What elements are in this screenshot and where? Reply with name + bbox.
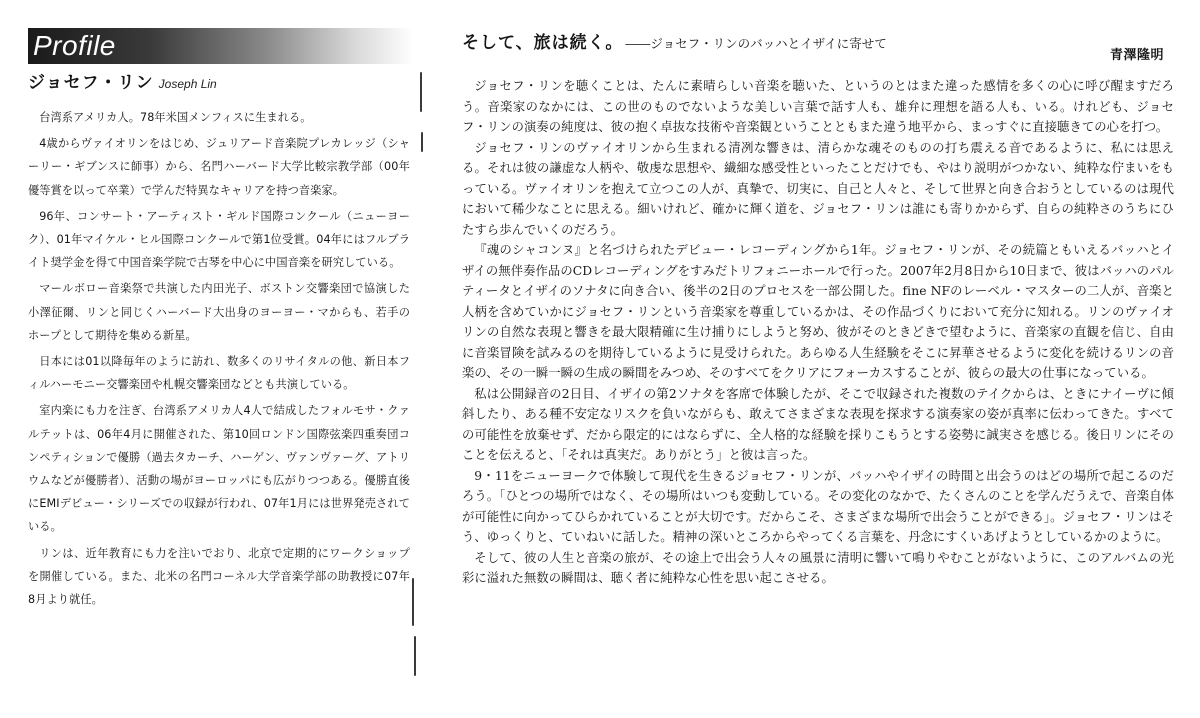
essay-section <box>462 28 1174 589</box>
profile-banner <box>28 28 413 64</box>
profile-paragraph: 日本には01以降毎年のように訪れ、数多くのリサイタルの他、新日本フィルハーモニー交響楽団や札幌交響楽団などとも共演している。 <box>28 355 410 392</box>
profile-paragraph: 4歳からヴァイオリンをはじめ、ジュリアード音楽院プレカレッジ（シャーリー・ギブンスに師事）から、名門ハーバード大学比較宗教学部（00年優等賞を以って卒業）で学んだ特異なキャリアを持つ音楽家。 <box>28 137 410 197</box>
profile-paragraph: 台湾系アメリカ人。78年米国メンフィスに生まれる。 <box>39 111 312 124</box>
essay-author: 青澤隆明 <box>1109 48 1164 63</box>
binding-mark <box>421 132 423 152</box>
profile-paragraph: 96年、コンサート・アーティスト・ギルド国際コンクール（ニューヨーク）、01年マイケル・ヒル国際コンクールで第1位受賞。04年にはフルブライト奨学金を得て中国音楽学院で古琴を中心に中国音楽を研究している。 <box>28 209 410 270</box>
essay-title: そして、旅は続く。 <box>462 33 624 53</box>
essay-paragraph: そして、彼の人生と音楽の旅が、その途上で出会う人々の風景に清明に響いて鳴りやむことがないように、このアルバムの光彩に溢れた無数の瞬間は、聴く者に純粋な心性を思い起こさせる。 <box>462 550 1174 585</box>
binding-mark <box>412 578 414 626</box>
artist-name <box>28 68 410 92</box>
profile-heading: Profile <box>33 30 116 61</box>
essay-body <box>462 76 1174 589</box>
essay-paragraph: 私は公開録音の2日目、イザイの第2ソナタを客席で体験したが、そこで収録された複数のテイクからは、ときにナイーヴに傾斜したり、ある種不安定なリスクを負いながらも、敢えてさまざまな表現を探求する演奏家の姿が真率に伝わってきた。すべての可能性を放棄せず、だから限定的にはならずに、全人格的な経験を採りこもうとする姿勢に誠実さを感じる。後日リンにそのことを伝えると、「それは真実だ。ありがとう」と彼は言った。 <box>462 386 1174 462</box>
essay-paragraph: ジョセフ・リンのヴァイオリンから生まれる清冽な響きは、清らかな魂そのものの打ち震える音であるように、私には思える。それは彼の謙虚な人柄や、敬虔な思想や、繊細な感受性といったことだけでも、やはり説明がつかない、純粋な佇まいをもっている。ヴァイオリンを抱えて立つこの人が、真摯で、切実に、自己と人々と、そして世界と向き合おうとしているのは現代において稀少なことに思える。細いけれど、確かに輝く道を、ジョセフ・リンは誰にも寄りかからず、自らの純粋さのうちにひたすら歩んでいくのだろう。 <box>462 140 1174 237</box>
profile-paragraph: 室内楽にも力を注ぎ、台湾系アメリカ人4人で結成したフォルモサ・クァルテットは、06年4月に開催された、第10回ロンドン国際弦楽四重奏団コンペティションで優勝（過去タカーチ、ハーゲン、ヴァンヴァーグ、アトリウムなどが優勝者）、活動の場がヨーロッパにも広がりつつある。優勝直後にEMIデビュー・シリーズでの収録が行われ、07年1月には世界発売されている。 <box>28 404 410 534</box>
profile-body <box>28 106 410 611</box>
artist-name-english: Joseph Lin <box>158 77 217 91</box>
artist-name-japanese: ジョセフ・リン <box>28 73 154 93</box>
binding-mark <box>420 72 422 112</box>
profile-section <box>28 28 410 614</box>
binding-mark <box>414 636 416 676</box>
profile-paragraph: リンは、近年教育にも力を注いでおり、北京で定期的にワークショップを開催している。また、北米の名門コーネル大学音楽学部の助教授に07年8月より就任。 <box>28 546 410 607</box>
essay-header <box>462 28 1174 63</box>
essay-paragraph: 9・11をニューヨークで体験して現代を生きるジョセフ・リンが、バッハやイザイの時間と出会うのはどの場所で起こるのだろう。「ひとつの場所ではなく、その場所はいつも変動している。その変化のなかで、たくさんのことを学んだうえで、音楽自体が可能性に向かってひらかれていることが大切です。だからこそ、さまざまな場所で出会うことができる」。ジョセフ・リンはそう、ゆっくりと、ていねいに話した。精神の深いところからやってくる言葉を、丹念にすくいあげようとしているかのように。 <box>462 468 1174 544</box>
essay-paragraph: ジョセフ・リンを聴くことは、たんに素晴らしい音楽を聴いた、というのとはまた違った感情を多くの心に呼び醒ますだろう。音楽家のなかには、この世のものでないような美しい言葉で話す人も、雄弁に理想を語る人も、いる。けれども、ジョセフ・リンの演奏の純度は、彼の抱く卓抜な技術や音楽観ということともまた違う地平から、まっすぐに直接聴きての心を打つ。 <box>462 79 1174 134</box>
essay-subtitle: ――ジョセフ・リンのバッハとイザイに寄せて <box>625 36 887 51</box>
essay-paragraph: 『魂のシャコンヌ』と名づけられたデビュー・レコーディングから1年。ジョセフ・リンが、その続篇ともいえるバッハとイザイの無伴奏作品のCDレコーディングをすみだトリフォニーホールで行った。2007年2月8日から10日まで、彼はバッハのパルティータとイザイのソナタに向き合い、後半の2日のプロセスを一部公開した。fine NFのレーベル・マスターの二人が、音楽と人柄を含めていかにジョセフ・リンという音楽家を尊重しているかは、その作品づくりにおいて充分に知れる。リンのヴァイオリンの自然な表現と響きを最大限精確に生け捕りにしようと努め、彼がそのときどきで望むように、音楽家の直観を信じ、自由に音楽冒険を試みるのを期待しているように見受けられた。あらゆる人生経験をそこに昇華させるように変化を続けるリンの音楽の、その一瞬一瞬の生成の瞬間をみつめ、そのすべてをクリアにフォーカスすることが、彼らの最大の仕事になっている。 <box>462 243 1174 380</box>
profile-paragraph: マールボロー音楽祭で共演した内田光子、ボストン交響楽団で協演した小澤征爾、リンと同じくハーバード大出身のヨーヨー・マからも、若手のホープとして期待を集める新星。 <box>28 282 410 342</box>
